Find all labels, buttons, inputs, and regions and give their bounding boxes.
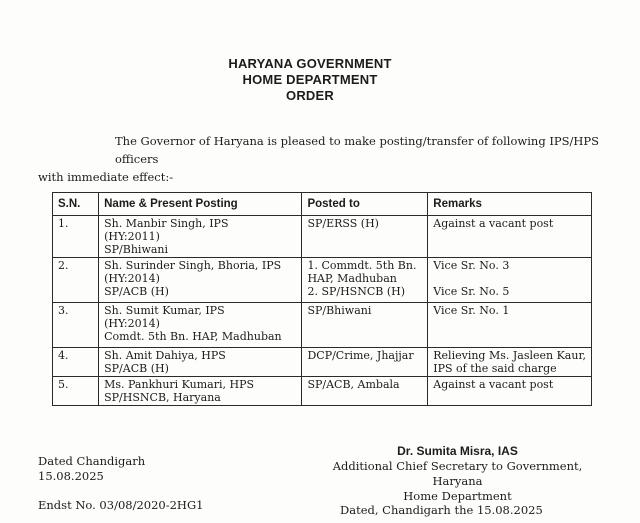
- cell-posted: [302, 303, 428, 348]
- cell-line: (HY:2014): [104, 317, 160, 330]
- cell-line: Against a vacant post: [433, 378, 554, 391]
- cell-line: SP/Bhiwani: [307, 304, 372, 317]
- intro-line-2: with immediate effect:-: [38, 170, 174, 184]
- cell-line: SP/Bhiwani: [104, 243, 169, 256]
- cell-line: SP/ACB, Ambala: [307, 378, 400, 391]
- intro-paragraph: [38, 132, 603, 186]
- cell-posted: [302, 348, 428, 377]
- cell-line: Vice Sr. No. 3: [433, 259, 510, 272]
- cell-line: SP/ACB (H): [104, 285, 169, 298]
- document-heading: [150, 56, 470, 104]
- cell-sn: 5.: [53, 377, 99, 406]
- cell-line: HAP, Madhuban: [307, 272, 397, 285]
- cell-name: [99, 258, 302, 303]
- cell-name: [99, 303, 302, 348]
- cell-sn: 2.: [53, 258, 99, 303]
- cell-line: 1. Commdt. 5th Bn.: [307, 259, 417, 272]
- cell-line: Ms. Pankhuri Kumari, HPS: [104, 378, 255, 391]
- cell-line: Vice Sr. No. 5: [433, 285, 510, 298]
- cell-name: [99, 216, 302, 258]
- cell-remarks: [428, 303, 592, 348]
- cell-line: DCP/Crime, Jhajjar: [307, 349, 414, 362]
- cell-remarks: [428, 216, 592, 258]
- cell-sn: 3.: [53, 303, 99, 348]
- dated-block: [38, 454, 145, 484]
- endorsement-date: Dated, Chandigarh the 15.08.2025: [340, 503, 543, 517]
- cell-line: Vice Sr. No. 1: [433, 304, 510, 317]
- table-header-row: [53, 193, 592, 216]
- cell-line: [433, 272, 586, 285]
- heading-department: HOME DEPARTMENT: [242, 72, 378, 87]
- cell-line: Comdt. 5th Bn. HAP, Madhuban: [104, 330, 282, 343]
- signatory-department: Home Department: [403, 489, 512, 503]
- signature-block: [320, 444, 595, 504]
- cell-line: Against a vacant post: [433, 217, 554, 230]
- table-row: [53, 216, 592, 258]
- header-name: Name & Present Posting: [99, 193, 302, 216]
- table-row: [53, 258, 592, 303]
- cell-line: SP/ACB (H): [104, 362, 169, 375]
- header-posted: Posted to: [302, 193, 428, 216]
- cell-name: [99, 348, 302, 377]
- signatory-title: Additional Chief Secretary to Government, Haryana: [332, 459, 583, 488]
- cell-line: (HY:2014): [104, 272, 160, 285]
- endorsement-number: Endst No. 03/08/2020-2HG1: [38, 498, 204, 512]
- header-remarks: Remarks: [428, 193, 592, 216]
- postings-table: [52, 192, 592, 406]
- cell-remarks: [428, 258, 592, 303]
- cell-line: SP/HSNCB, Haryana: [104, 391, 221, 404]
- cell-posted: [302, 258, 428, 303]
- cell-posted: [302, 377, 428, 406]
- cell-line: Sh. Amit Dahiya, HPS: [104, 349, 226, 362]
- header-sn: S.N.: [53, 193, 99, 216]
- cell-line: Sh. Surinder Singh, Bhoria, IPS: [104, 259, 282, 272]
- cell-sn: 1.: [53, 216, 99, 258]
- dated-date: 15.08.2025: [38, 469, 104, 483]
- heading-order: ORDER: [286, 88, 334, 103]
- cell-remarks: [428, 377, 592, 406]
- cell-line: 2. SP/HSNCB (H): [307, 285, 406, 298]
- cell-line: Relieving Ms. Jasleen Kaur,: [433, 349, 586, 362]
- cell-line: SP/ERSS (H): [307, 217, 379, 230]
- intro-line-1: The Governor of Haryana is pleased to make posting/transfer of following IPS/HPS officers: [115, 134, 600, 166]
- cell-name: [99, 377, 302, 406]
- signatory-name: Dr. Sumita Misra, IAS: [397, 444, 518, 458]
- table-row: [53, 348, 592, 377]
- table-row: [53, 377, 592, 406]
- cell-line: Sh. Sumit Kumar, IPS: [104, 304, 225, 317]
- table-row: [53, 303, 592, 348]
- cell-line: IPS of the said charge: [433, 362, 557, 375]
- cell-remarks: [428, 348, 592, 377]
- cell-posted: [302, 216, 428, 258]
- dated-label: Dated Chandigarh: [38, 454, 146, 468]
- cell-line: Sh. Manbir Singh, IPS: [104, 217, 229, 230]
- cell-sn: 4.: [53, 348, 99, 377]
- cell-line: (HY:2011): [104, 230, 160, 243]
- heading-government: HARYANA GOVERNMENT: [228, 56, 392, 71]
